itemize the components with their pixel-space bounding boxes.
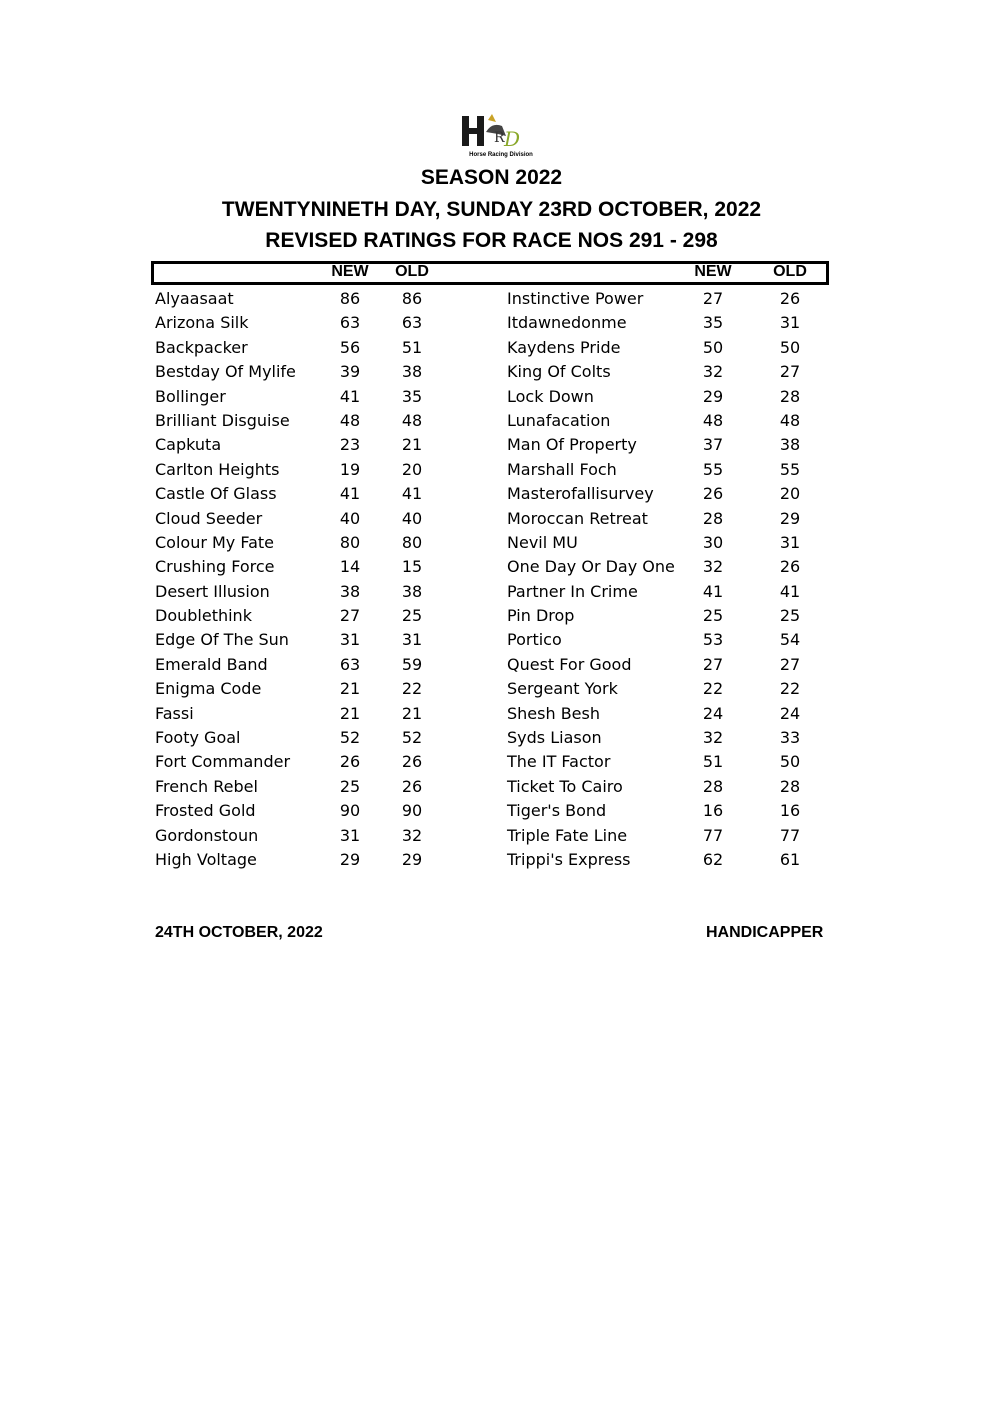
right-horse-name: Shesh Besh bbox=[507, 703, 600, 723]
right-old-rating: 26 bbox=[779, 557, 801, 577]
right-new-rating: 22 bbox=[702, 679, 724, 699]
left-horse-name: Cloud Seeder bbox=[155, 508, 263, 528]
left-horse-name: Crushing Force bbox=[155, 557, 275, 577]
left-new-header: NEW bbox=[331, 263, 369, 280]
left-horse-name: French Rebel bbox=[155, 776, 258, 796]
left-new-rating: 80 bbox=[339, 532, 361, 552]
ratings-table bbox=[0, 287, 999, 872]
left-old-rating: 32 bbox=[401, 825, 423, 845]
right-old-rating: 25 bbox=[779, 606, 801, 626]
left-new-rating: 31 bbox=[339, 630, 361, 650]
table-row bbox=[0, 580, 999, 604]
right-new-rating: 25 bbox=[702, 606, 724, 626]
left-new-rating: 41 bbox=[339, 484, 361, 504]
left-new-rating: 19 bbox=[339, 459, 361, 479]
left-old-rating: 26 bbox=[401, 752, 423, 772]
table-row bbox=[0, 507, 999, 531]
right-horse-name: Quest For Good bbox=[507, 654, 632, 674]
left-horse-name: Bestday Of Mylife bbox=[155, 362, 296, 382]
table-row bbox=[0, 482, 999, 506]
left-old-rating: 29 bbox=[401, 849, 423, 869]
right-new-rating: 27 bbox=[702, 654, 724, 674]
right-new-rating: 29 bbox=[702, 386, 724, 406]
right-horse-name: Man Of Property bbox=[507, 435, 637, 455]
right-horse-name: Lunafacation bbox=[507, 410, 611, 430]
right-old-rating: 55 bbox=[779, 459, 801, 479]
left-horse-name: Arizona Silk bbox=[155, 313, 249, 333]
right-new-rating: 48 bbox=[702, 410, 724, 430]
left-new-rating: 21 bbox=[339, 703, 361, 723]
right-horse-name: Partner In Crime bbox=[507, 581, 638, 601]
right-new-rating: 32 bbox=[702, 557, 724, 577]
right-horse-name: Instinctive Power bbox=[507, 289, 644, 308]
right-horse-name: Triple Fate Line bbox=[507, 825, 628, 845]
left-old-rating: 26 bbox=[401, 776, 423, 796]
right-new-rating: 24 bbox=[702, 703, 724, 723]
left-new-rating: 86 bbox=[339, 289, 361, 308]
table-row bbox=[0, 628, 999, 652]
right-horse-name: Itdawnedonme bbox=[507, 313, 627, 333]
table-row bbox=[0, 360, 999, 384]
right-horse-name: King Of Colts bbox=[507, 362, 611, 382]
right-new-rating: 77 bbox=[702, 825, 724, 845]
left-new-rating: 14 bbox=[339, 557, 361, 577]
right-horse-name: Kaydens Pride bbox=[507, 337, 621, 357]
right-old-rating: 29 bbox=[779, 508, 801, 528]
right-new-rating: 41 bbox=[702, 581, 724, 601]
table-row bbox=[0, 653, 999, 677]
right-horse-name: Masterofallisurvey bbox=[507, 484, 654, 504]
left-horse-name: Castle Of Glass bbox=[155, 484, 277, 504]
right-new-rating: 26 bbox=[702, 484, 724, 504]
left-horse-name: Carlton Heights bbox=[155, 459, 280, 479]
left-new-rating: 63 bbox=[339, 654, 361, 674]
left-old-rating: 48 bbox=[401, 410, 423, 430]
table-row bbox=[0, 775, 999, 799]
left-horse-name: Colour My Fate bbox=[155, 532, 275, 552]
table-row bbox=[0, 311, 999, 335]
right-old-rating: 22 bbox=[779, 679, 801, 699]
right-old-rating: 77 bbox=[779, 825, 801, 845]
left-old-rating: 35 bbox=[401, 386, 423, 406]
day-heading: TWENTYNINETH DAY, SUNDAY 23RD OCTOBER, 2022 bbox=[221, 198, 762, 221]
left-old-rating: 41 bbox=[401, 484, 423, 504]
left-new-rating: 39 bbox=[339, 362, 361, 382]
left-horse-name: High Voltage bbox=[155, 849, 257, 869]
left-horse-name: Bollinger bbox=[155, 386, 226, 406]
right-new-rating: 16 bbox=[702, 801, 724, 821]
right-new-rating: 55 bbox=[702, 459, 724, 479]
left-new-rating: 63 bbox=[339, 313, 361, 333]
right-new-rating: 32 bbox=[702, 362, 724, 382]
right-new-rating: 53 bbox=[702, 630, 724, 650]
left-new-rating: 27 bbox=[339, 606, 361, 626]
left-new-rating: 90 bbox=[339, 801, 361, 821]
right-old-rating: 16 bbox=[779, 801, 801, 821]
table-row bbox=[0, 385, 999, 409]
left-old-rating: 52 bbox=[401, 728, 423, 748]
right-horse-name: Tiger's Bond bbox=[507, 801, 607, 821]
table-row bbox=[0, 824, 999, 848]
left-horse-name: Emerald Band bbox=[155, 654, 268, 674]
left-old-rating: 22 bbox=[401, 679, 423, 699]
left-horse-name: Desert Illusion bbox=[155, 581, 270, 601]
revised-heading: REVISED RATINGS FOR RACE NOS 291 - 298 bbox=[265, 229, 718, 252]
left-horse-name: Frosted Gold bbox=[155, 801, 256, 821]
right-old-rating: 24 bbox=[779, 703, 801, 723]
left-new-rating: 38 bbox=[339, 581, 361, 601]
right-new-rating: 35 bbox=[702, 313, 724, 333]
left-horse-name: Alyaasaat bbox=[155, 289, 234, 308]
right-new-rating: 50 bbox=[702, 337, 724, 357]
right-horse-name: Syds Liason bbox=[507, 728, 602, 748]
left-new-rating: 21 bbox=[339, 679, 361, 699]
right-old-rating: 28 bbox=[779, 776, 801, 796]
left-horse-name: Backpacker bbox=[155, 337, 248, 357]
table-row bbox=[0, 409, 999, 433]
left-new-rating: 41 bbox=[339, 386, 361, 406]
right-old-rating: 27 bbox=[779, 362, 801, 382]
left-old-rating: 40 bbox=[401, 508, 423, 528]
left-new-rating: 29 bbox=[339, 849, 361, 869]
left-new-rating: 52 bbox=[339, 728, 361, 748]
left-new-rating: 26 bbox=[339, 752, 361, 772]
right-new-rating: 30 bbox=[702, 532, 724, 552]
left-old-rating: 80 bbox=[401, 532, 423, 552]
right-old-rating: 33 bbox=[779, 728, 801, 748]
right-horse-name: Portico bbox=[507, 630, 562, 650]
left-old-rating: 63 bbox=[401, 313, 423, 333]
left-old-rating: 59 bbox=[401, 654, 423, 674]
right-old-rating: 38 bbox=[779, 435, 801, 455]
logo-caption: Horse Racing Division bbox=[469, 152, 533, 158]
table-row bbox=[0, 677, 999, 701]
table-row bbox=[0, 336, 999, 360]
table-row bbox=[0, 458, 999, 482]
right-new-rating: 28 bbox=[702, 776, 724, 796]
table-row bbox=[0, 848, 999, 872]
right-horse-name: Nevil MU bbox=[507, 532, 578, 552]
left-new-rating: 56 bbox=[339, 337, 361, 357]
left-old-rating: 21 bbox=[401, 435, 423, 455]
table-row bbox=[0, 287, 999, 311]
left-horse-name: Capkuta bbox=[155, 435, 222, 455]
left-old-header: OLD bbox=[395, 263, 429, 280]
right-horse-name: Trippi's Express bbox=[507, 849, 631, 869]
left-horse-name: Enigma Code bbox=[155, 679, 262, 699]
right-new-rating: 27 bbox=[702, 289, 724, 308]
left-new-rating: 40 bbox=[339, 508, 361, 528]
left-old-rating: 38 bbox=[401, 362, 423, 382]
right-new-rating: 32 bbox=[702, 728, 724, 748]
right-old-rating: 28 bbox=[779, 386, 801, 406]
right-new-rating: 28 bbox=[702, 508, 724, 528]
right-horse-name: Moroccan Retreat bbox=[507, 508, 648, 528]
left-new-rating: 31 bbox=[339, 825, 361, 845]
left-horse-name: Fort Commander bbox=[155, 752, 291, 772]
right-old-rating: 48 bbox=[779, 410, 801, 430]
svg-text:R: R bbox=[494, 130, 505, 146]
left-horse-name: Fassi bbox=[155, 703, 194, 723]
right-new-rating: 51 bbox=[702, 752, 724, 772]
right-old-rating: 31 bbox=[779, 313, 801, 333]
right-old-rating: 61 bbox=[779, 849, 801, 869]
right-new-rating: 62 bbox=[702, 849, 724, 869]
table-row bbox=[0, 555, 999, 579]
left-old-rating: 15 bbox=[401, 557, 423, 577]
right-horse-name: Sergeant York bbox=[507, 679, 618, 699]
left-horse-name: Gordonstoun bbox=[155, 825, 259, 845]
table-row bbox=[0, 433, 999, 457]
right-old-rating: 50 bbox=[779, 752, 801, 772]
left-old-rating: 38 bbox=[401, 581, 423, 601]
svg-text:D: D bbox=[504, 127, 521, 151]
left-old-rating: 21 bbox=[401, 703, 423, 723]
right-horse-name: One Day Or Day One bbox=[507, 557, 675, 577]
left-new-rating: 48 bbox=[339, 410, 361, 430]
table-row bbox=[0, 604, 999, 628]
left-horse-name: Edge Of The Sun bbox=[155, 630, 289, 650]
right-old-rating: 20 bbox=[779, 484, 801, 504]
table-row bbox=[0, 531, 999, 555]
right-horse-name: Pin Drop bbox=[507, 606, 575, 626]
left-horse-name: Footy Goal bbox=[155, 728, 241, 748]
left-old-rating: 20 bbox=[401, 459, 423, 479]
left-old-rating: 86 bbox=[401, 289, 423, 308]
right-horse-name: Marshall Foch bbox=[507, 459, 617, 479]
left-new-rating: 23 bbox=[339, 435, 361, 455]
right-old-header: OLD bbox=[773, 263, 807, 280]
footer-date: 24TH OCTOBER, 2022 bbox=[155, 924, 323, 941]
right-new-rating: 37 bbox=[702, 435, 724, 455]
right-horse-name: Ticket To Cairo bbox=[507, 776, 623, 796]
left-horse-name: Doublethink bbox=[155, 606, 252, 626]
right-old-rating: 31 bbox=[779, 532, 801, 552]
right-horse-name: Lock Down bbox=[507, 386, 594, 406]
right-horse-name: The IT Factor bbox=[507, 752, 611, 772]
left-old-rating: 90 bbox=[401, 801, 423, 821]
right-old-rating: 54 bbox=[779, 630, 801, 650]
table-row bbox=[0, 702, 999, 726]
footer-signature: HANDICAPPER bbox=[706, 924, 824, 941]
left-old-rating: 31 bbox=[401, 630, 423, 650]
right-new-header: NEW bbox=[694, 263, 732, 280]
table-row bbox=[0, 799, 999, 823]
left-new-rating: 25 bbox=[339, 776, 361, 796]
table-row bbox=[0, 750, 999, 774]
right-old-rating: 41 bbox=[779, 581, 801, 601]
right-old-rating: 50 bbox=[779, 337, 801, 357]
right-old-rating: 27 bbox=[779, 654, 801, 674]
left-horse-name: Brilliant Disguise bbox=[155, 410, 290, 430]
left-old-rating: 25 bbox=[401, 606, 423, 626]
table-row bbox=[0, 726, 999, 750]
right-old-rating: 26 bbox=[779, 289, 801, 308]
left-old-rating: 51 bbox=[401, 337, 423, 357]
season-heading: SEASON 2022 bbox=[420, 166, 563, 189]
